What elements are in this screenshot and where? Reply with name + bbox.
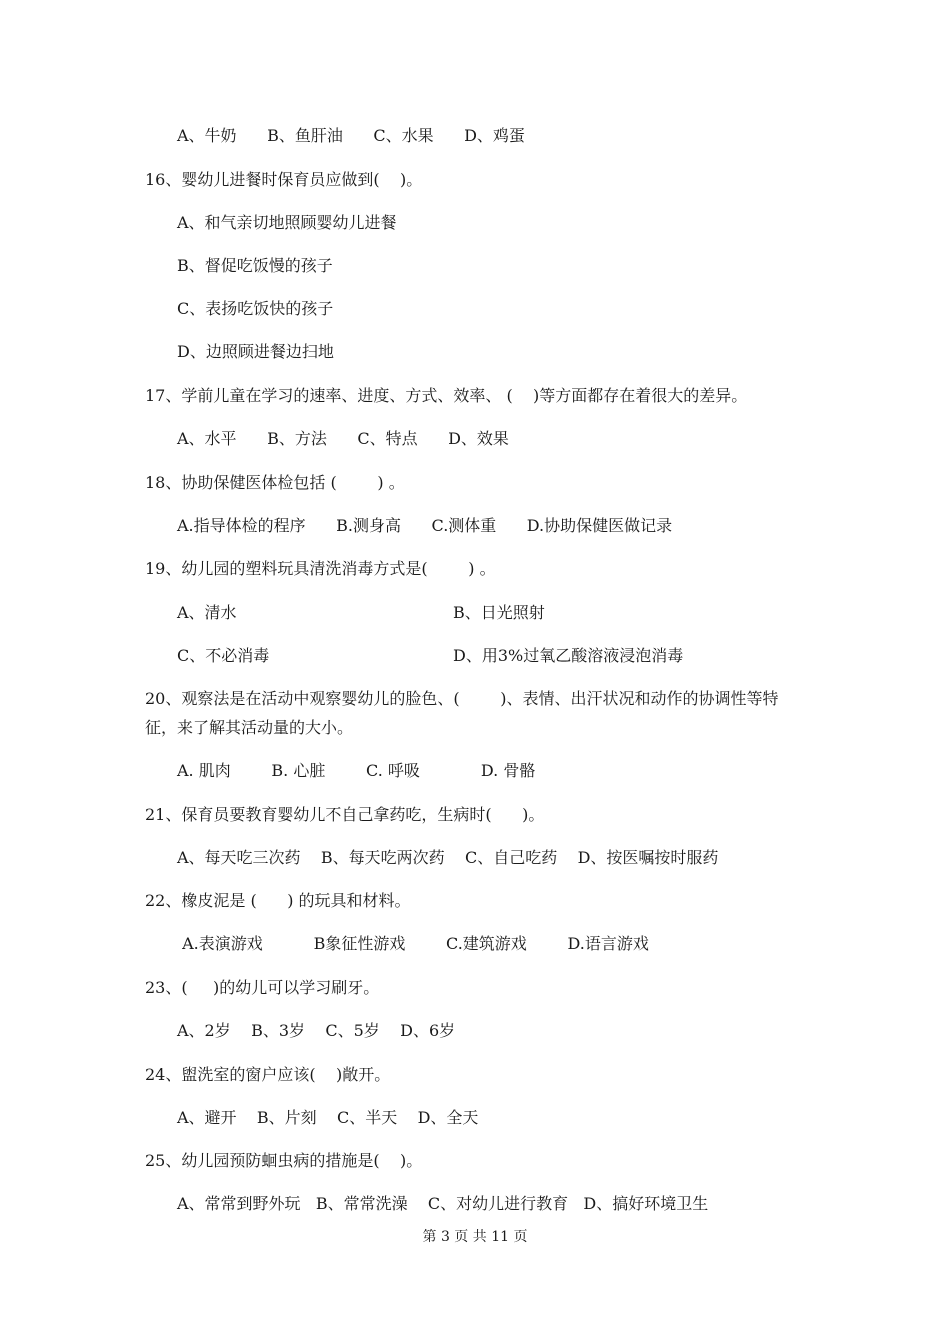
q19-option-c: C、不必消毒 (177, 646, 270, 665)
q23-stem: 23、( )的幼儿可以学习刷牙。 (145, 978, 380, 997)
q22-stem: 22、橡皮泥是 ( ) 的玩具和材料。 (145, 891, 411, 910)
q19-option-b: B、日光照射 (453, 603, 545, 622)
q18-options: A.指导体检的程序 B.测身高 C.测体重 D.协助保健医做记录 (177, 516, 673, 535)
q20-stem-line2: 征，来了解其活动量的大小。 (145, 718, 354, 737)
q21-stem: 21、保育员要教育婴幼儿不自己拿药吃，生病时( )。 (145, 805, 545, 824)
q19-option-d: D、用3%过氧乙酸溶液浸泡消毒 (453, 646, 684, 665)
q23-options: A、2岁 B、3岁 C、5岁 D、6岁 (177, 1021, 456, 1040)
q16-option-b: B、督促吃饭慢的孩子 (177, 256, 333, 275)
q25-stem: 25、幼儿园预防蛔虫病的措施是( )。 (145, 1151, 423, 1170)
q16-option-a: A、和气亲切地照顾婴幼儿进餐 (177, 213, 397, 232)
q19-option-a: A、清水 (177, 603, 237, 622)
q16-option-c: C、表扬吃饭快的孩子 (177, 299, 334, 318)
q24-options: A、避开 B、片刻 C、半天 D、全天 (177, 1108, 479, 1127)
q17-options: A、水平 B、方法 C、特点 D、效果 (177, 429, 509, 448)
q25-options: A、常常到野外玩 B、常常洗澡 C、对幼儿进行教育 D、搞好环境卫生 (177, 1194, 709, 1213)
q24-stem: 24、盥洗室的窗户应该( )敞开。 (145, 1065, 391, 1084)
q19-stem: 19、幼儿园的塑料玩具清洗消毒方式是( ) 。 (145, 559, 496, 578)
q18-stem: 18、协助保健医体检包括 ( ) 。 (145, 473, 405, 492)
q20-options: A. 肌肉 B. 心脏 C. 呼吸 D. 骨骼 (177, 761, 536, 780)
q16-option-d: D、边照顾进餐边扫地 (177, 342, 334, 361)
page-footer: 第 3 页 共 11 页 (422, 1229, 528, 1245)
q16-stem: 16、婴幼儿进餐时保育员应做到( )。 (145, 170, 423, 189)
q17-stem: 17、学前儿童在学习的速率、进度、方式、效率、 ( )等方面都存在着很大的差异。 (145, 386, 748, 405)
q20-stem-line1: 20、观察法是在活动中观察婴幼儿的脸色、( )、表情、出汗状况和动作的协调性等特 (145, 689, 779, 708)
q15-options: A、牛奶 B、鱼肝油 C、水果 D、鸡蛋 (177, 126, 525, 145)
q22-options: A.表演游戏 B象征性游戏 C.建筑游戏 D.语言游戏 (177, 934, 649, 953)
q21-options: A、每天吃三次药 B、每天吃两次药 C、自己吃药 D、按医嘱按时服药 (177, 848, 719, 867)
